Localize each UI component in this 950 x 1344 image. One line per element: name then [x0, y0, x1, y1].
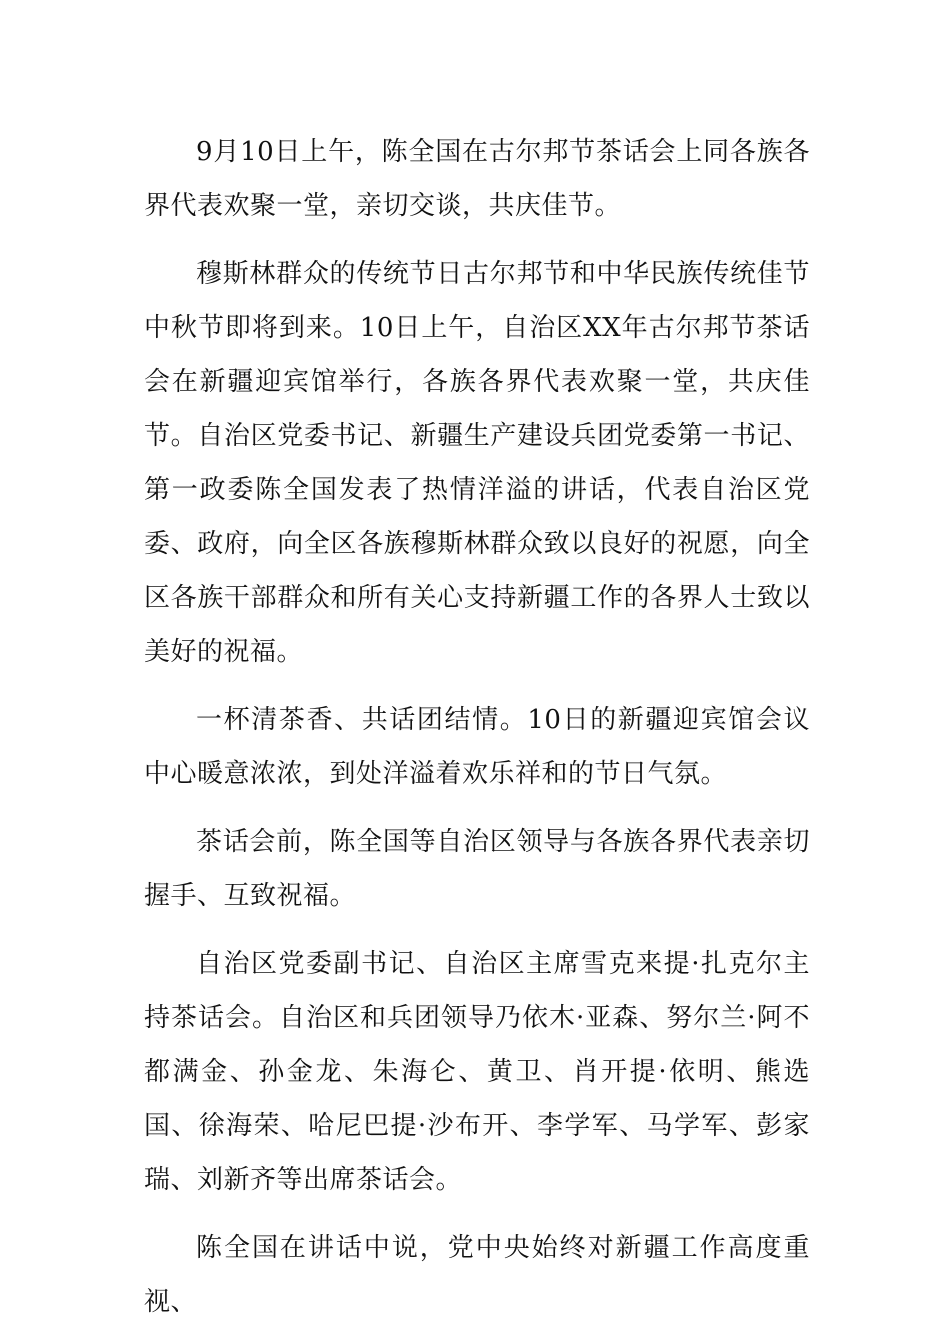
paragraph-6: 陈全国在讲话中说，党中央始终对新疆工作高度重视、 [144, 1233, 810, 1317]
paragraph-2: 穆斯林群众的传统节日古尔邦节和中华民族传统佳节中秋节即将到来。10日上午，自治区XX年古尔邦节茶话会在新疆迎宾馆举行，各族各界代表欢聚一堂，共庆佳节。自治区党委书记、新疆生产建设兵团党委第一书记、第一政委陈全国发表了热情洋溢的讲话，代表自治区党委、政府，向全区各族穆斯林群众致以良好的祝愿，向全区各族干部群众和所有关心支持新疆工作的各界人士致以美好的祝福。 [144, 259, 810, 667]
paragraph-1: 9月10日上午，陈全国在古尔邦节茶话会上同各族各界代表欢聚一堂，亲切交谈，共庆佳节。 [144, 137, 810, 221]
paragraph-5: 自治区党委副书记、自治区主席雪克来提·扎克尔主持茶话会。自治区和兵团领导乃依木·亚森、努尔兰·阿不都满金、孙金龙、朱海仑、黄卫、肖开提·依明、熊选国、徐海荣、哈尼巴提·沙布开、李学军、马学军、彭家瑞、刘新齐等出席茶话会。 [144, 949, 810, 1195]
paragraph-3: 一杯清茶香、共话团结情。10日的新疆迎宾馆会议中心暖意浓浓，到处洋溢着欢乐祥和的节日气氛。 [144, 705, 810, 789]
document-body [144, 125, 810, 1343]
paragraph-4: 茶话会前，陈全国等自治区领导与各族各界代表亲切握手、互致祝福。 [144, 827, 810, 911]
